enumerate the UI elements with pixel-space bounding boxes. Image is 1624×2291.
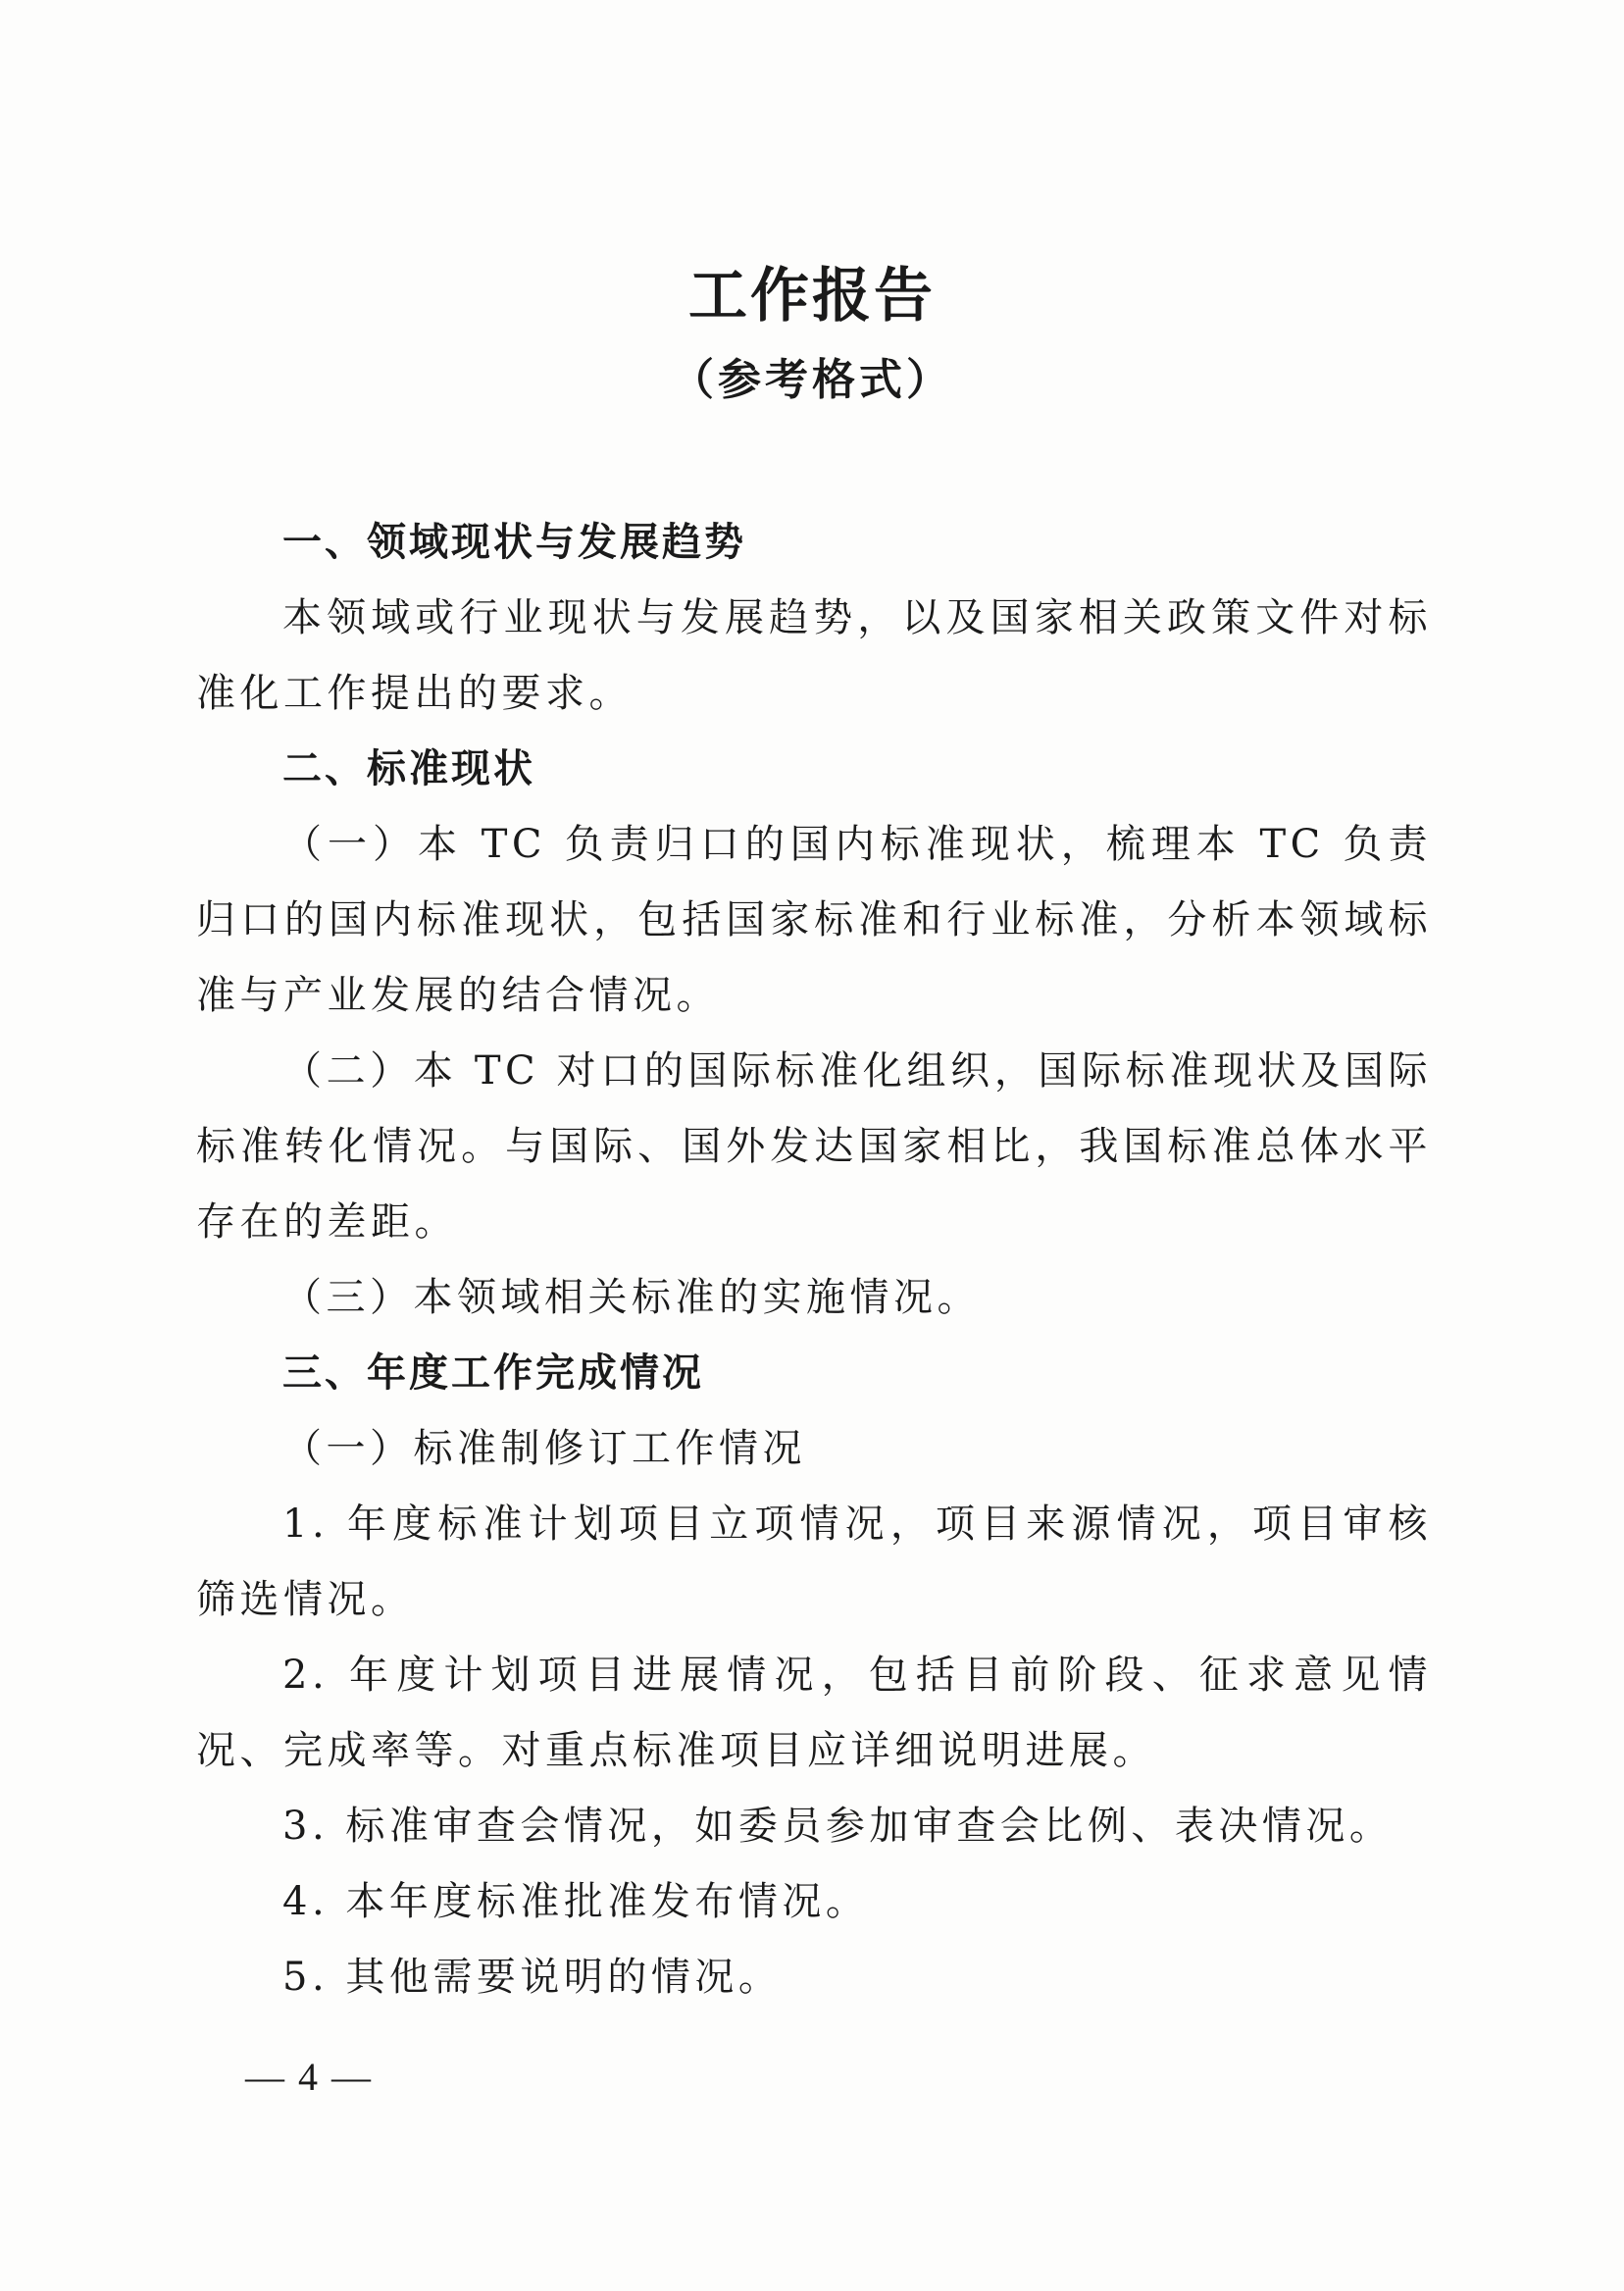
list-item: 4. 本年度标准批准发布情况。: [282, 1879, 870, 1924]
paragraph: （三）本领域相关标准的实施情况。: [282, 1275, 981, 1320]
paragraph: （一）标准制修订工作情况: [282, 1426, 806, 1471]
list-item: 5. 其他需要说明的情况。: [282, 1955, 783, 2000]
paragraph: （二）本 TC 对口的国际标准化组织，国际标准现状及国际标准转化情况。与国际、国外发达国家相比，我国标准总体水平存在的差距。: [196, 1048, 1432, 1245]
paragraph: 本领域或行业现状与发展趋势，以及国家相关政策文件对标准化工作提出的要求。: [196, 595, 1432, 716]
document-subtitle: （参考格式）: [671, 355, 953, 405]
page-number: — 4 —: [245, 2055, 373, 2099]
list-item: 2. 年度计划项目进展情况，包括目前阶段、征求意见情况、完成率等。对重点标准项目应详细说明进展。: [196, 1653, 1432, 1773]
list-item: 3. 标准审查会情况，如委员参加审查会比例、表决情况。: [282, 1804, 1394, 1849]
list-item: 1. 年度标准计划项目立项情况，项目来源情况，项目审核筛选情况。: [196, 1502, 1432, 1622]
section-heading-1: 一、领域现状与发展趋势: [282, 520, 746, 565]
section-heading-2: 二、标准现状: [282, 746, 535, 791]
section-heading-3: 三、年度工作完成情况: [282, 1350, 704, 1396]
paragraph: （一）本 TC 负责归口的国内标准现状，梳理本 TC 负责归口的国内标准现状，包括国家标准和行业标准，分析本领域标准与产业发展的结合情况。: [196, 822, 1432, 1018]
document-title: 工作报告: [688, 262, 936, 331]
document-body: [196, 505, 1432, 2015]
